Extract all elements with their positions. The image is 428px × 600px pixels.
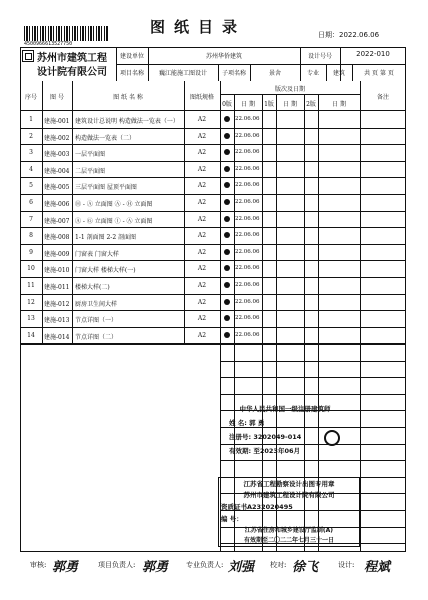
divider xyxy=(220,361,406,362)
row-seq: 7 xyxy=(29,215,33,223)
row-seq: 14 xyxy=(27,331,35,339)
row-drawing-name: Ⓗ - Ⓐ 立面图 Ⓐ - Ⓗ 立面图 xyxy=(75,201,153,208)
divider xyxy=(20,177,406,178)
design-no-label: 设计号号 xyxy=(307,53,332,60)
row-seq: 5 xyxy=(29,182,33,190)
row-date: 22.06.06 xyxy=(235,149,260,156)
subproject-label: 子项名称 xyxy=(221,70,246,77)
issued-dot-icon xyxy=(224,216,230,222)
company-logo-icon xyxy=(22,50,34,62)
row-seq: 3 xyxy=(29,149,33,157)
design-seal xyxy=(218,477,360,547)
divider xyxy=(20,227,406,228)
row-size: A2 xyxy=(197,199,207,206)
issued-dot-icon xyxy=(224,116,230,122)
row-seq: 1 xyxy=(29,116,33,123)
row-drawing-no: 建施-008 xyxy=(44,234,70,242)
row-date: 22.06.06 xyxy=(235,331,260,338)
divider xyxy=(20,194,406,195)
row-drawing-no: 建施-009 xyxy=(44,250,70,258)
version-header: 日 期 xyxy=(241,101,255,108)
row-date: 22.06.06 xyxy=(235,182,260,189)
divider xyxy=(20,260,406,261)
row-drawing-name: 构造做法一览表（二） xyxy=(75,134,136,142)
specialty-value: 建筑 xyxy=(332,70,345,77)
divider xyxy=(20,110,406,111)
specialty-label: 专业 xyxy=(306,70,319,77)
row-date: 22.06.06 xyxy=(235,232,260,239)
approve-label: 审核: xyxy=(30,561,47,569)
row-drawing-name: 厨房卫生间大样 xyxy=(75,300,118,308)
row-drawing-name: 1-1 剖面图 2-2 剖面图 xyxy=(75,234,137,242)
col-seq-header: 序号 xyxy=(24,94,37,101)
row-size: A2 xyxy=(197,182,207,190)
row-seq: 13 xyxy=(27,315,35,323)
row-drawing-no: 建施-010 xyxy=(44,267,70,275)
divider xyxy=(20,161,406,162)
row-size: A2 xyxy=(197,215,207,223)
row-drawing-no: 建施-014 xyxy=(44,333,70,341)
row-date: 22.06.06 xyxy=(235,215,260,222)
specialty-lead-label: 专业负责人: xyxy=(186,561,224,569)
version-header: 日 期 xyxy=(283,101,297,108)
row-drawing-no: 建施-001 xyxy=(44,118,70,125)
row-size: A2 xyxy=(197,116,207,123)
divider xyxy=(116,64,406,65)
design-label: 设计: xyxy=(338,561,355,569)
pages-label: 共 页 第 页 xyxy=(364,70,394,77)
project-name-label: 项目名称 xyxy=(119,70,144,77)
row-seq: 12 xyxy=(27,298,35,306)
row-size: A2 xyxy=(197,282,207,289)
seal-line: 编 号： xyxy=(221,515,243,523)
approve-signature: 郭勇 xyxy=(52,560,79,575)
issued-dot-icon xyxy=(224,199,230,205)
barcode xyxy=(24,26,108,41)
row-seq: 9 xyxy=(29,248,33,256)
document-title: 图纸目录 xyxy=(150,18,247,36)
subproject-value: 景舍 xyxy=(268,70,281,77)
divider xyxy=(20,327,406,328)
version-header: 2版 xyxy=(306,101,316,108)
version-header: 0版 xyxy=(222,101,232,108)
divider xyxy=(42,81,43,344)
issued-dot-icon xyxy=(224,166,230,172)
row-drawing-no: 建施-003 xyxy=(44,151,70,159)
col-drawing-no-header: 图 号 xyxy=(50,94,64,101)
design-no-value: 2022-010 xyxy=(356,50,390,58)
row-drawing-name: 二层平面图 xyxy=(75,167,106,175)
row-drawing-name: 门窗表 门窗大样 xyxy=(75,250,119,258)
row-size: A2 xyxy=(197,132,207,140)
row-date: 22.06.06 xyxy=(235,116,260,122)
divider xyxy=(20,128,406,129)
specialty-lead-signature: 刘强 xyxy=(228,560,255,575)
row-size: A2 xyxy=(197,315,207,323)
row-drawing-name: 楼梯大样(二) xyxy=(75,284,110,291)
check-signature: 徐飞 xyxy=(292,560,319,575)
row-date: 22.06.06 xyxy=(235,132,260,139)
project-lead-signature: 郭勇 xyxy=(142,560,169,575)
divider xyxy=(220,377,406,378)
seal-line: 中华人民共和国一级注册建筑师 xyxy=(239,405,331,413)
row-drawing-no: 建施-013 xyxy=(44,317,70,325)
row-date: 22.06.06 xyxy=(235,282,260,288)
row-size: A2 xyxy=(197,298,207,306)
architect-seal xyxy=(225,404,345,464)
row-drawing-name: 一层平面图 xyxy=(75,151,106,159)
divider xyxy=(20,277,406,278)
row-drawing-name: 门窗大样 楼梯大样(一) xyxy=(75,267,136,275)
row-drawing-name: 节点详图（一） xyxy=(75,317,118,325)
row-seq: 4 xyxy=(29,165,33,173)
project-unit-value: 苏州华侨建筑 xyxy=(205,53,242,60)
seal-line: 江苏省住房和城乡建设厅监制(A) xyxy=(244,527,334,534)
row-drawing-name: 建筑设计总说明 构造做法一览表（一） xyxy=(75,118,179,125)
row-date: 22.06.06 xyxy=(235,315,260,322)
row-drawing-no: 建施-007 xyxy=(44,217,70,225)
project-name-value: 巍江能施工图设计 xyxy=(158,70,207,77)
row-seq: 2 xyxy=(29,132,33,140)
company-name-line1: 苏州市建筑工程 xyxy=(37,53,107,64)
row-date: 22.06.06 xyxy=(235,298,260,305)
row-date: 22.06.06 xyxy=(235,199,260,205)
row-seq: 6 xyxy=(29,199,33,206)
divider xyxy=(20,310,406,311)
row-drawing-no: 建施-011 xyxy=(44,284,70,291)
row-size: A2 xyxy=(197,149,207,157)
row-drawing-no: 建施-012 xyxy=(44,300,70,308)
row-size: A2 xyxy=(197,248,207,256)
row-drawing-name: Ⓐ - Ⓖ 立面图 Ⓘ - Ⓐ 立面图 xyxy=(75,217,153,225)
issued-dot-icon xyxy=(224,249,230,255)
row-seq: 8 xyxy=(29,232,33,240)
row-drawing-no: 建施-006 xyxy=(44,201,70,208)
row-date: 22.06.06 xyxy=(235,165,260,172)
divider xyxy=(20,344,406,345)
seal-line: 有效期至二〇二二年七月三十一日 xyxy=(243,537,334,544)
row-drawing-no: 建施-002 xyxy=(44,134,70,142)
seal-line: 姓 名: 郭 勇 xyxy=(229,419,265,427)
divider xyxy=(360,81,361,552)
row-date: 22.06.06 xyxy=(235,265,260,272)
row-size: A2 xyxy=(197,165,207,173)
barcode-number: 4500966613527750 xyxy=(24,41,73,47)
version-header: 1版 xyxy=(264,101,274,108)
row-date: 22.06.06 xyxy=(235,248,260,255)
seal-emblem-icon xyxy=(324,430,340,446)
row-drawing-name: 节点详图（二） xyxy=(75,333,118,341)
row-seq: 11 xyxy=(27,282,35,289)
divider xyxy=(20,144,406,145)
seal-line: 苏州市建筑工程设计院有限公司 xyxy=(243,491,335,499)
seal-line: 资质证书A232020495 xyxy=(221,503,293,511)
row-drawing-no: 建施-005 xyxy=(44,184,70,192)
document-date: 日期：2022.06.06 xyxy=(318,31,380,39)
row-seq: 10 xyxy=(27,265,35,273)
col-remark-header: 备注 xyxy=(376,94,389,101)
seal-line: 注册号: 3202049-014 xyxy=(229,433,302,441)
issued-dot-icon xyxy=(224,133,230,139)
row-size: A2 xyxy=(197,331,207,339)
divider xyxy=(220,394,406,395)
divider xyxy=(20,244,406,245)
col-drawing-name-header: 图 纸 名 称 xyxy=(113,94,143,101)
row-size: A2 xyxy=(197,232,207,240)
issued-dot-icon xyxy=(224,332,230,338)
project-unit-label: 建设单位 xyxy=(119,53,144,60)
divider xyxy=(72,81,73,344)
row-drawing-name: 三层平面图 屋顶平面图 xyxy=(75,184,137,192)
check-label: 校对: xyxy=(270,561,287,569)
design-signature: 程斌 xyxy=(364,560,391,575)
divider xyxy=(20,294,406,295)
project-lead-label: 项目负责人: xyxy=(98,561,136,569)
row-size: A2 xyxy=(197,265,207,273)
issued-dot-icon xyxy=(224,282,230,288)
version-header: 日 期 xyxy=(332,101,346,108)
divider xyxy=(20,211,406,212)
issued-dot-icon xyxy=(224,299,230,305)
seal-line: 有效期: 至2023年06月 xyxy=(229,447,300,455)
divider xyxy=(220,94,360,95)
row-drawing-no: 建施-004 xyxy=(44,167,70,175)
col-size-header: 图纸规格 xyxy=(189,94,214,101)
col-versions-header: 版次及日期 xyxy=(274,86,305,93)
seal-line: 江苏省工程勘察设计出图专用章 xyxy=(243,480,335,488)
company-name-line2: 设计院有限公司 xyxy=(37,67,107,78)
